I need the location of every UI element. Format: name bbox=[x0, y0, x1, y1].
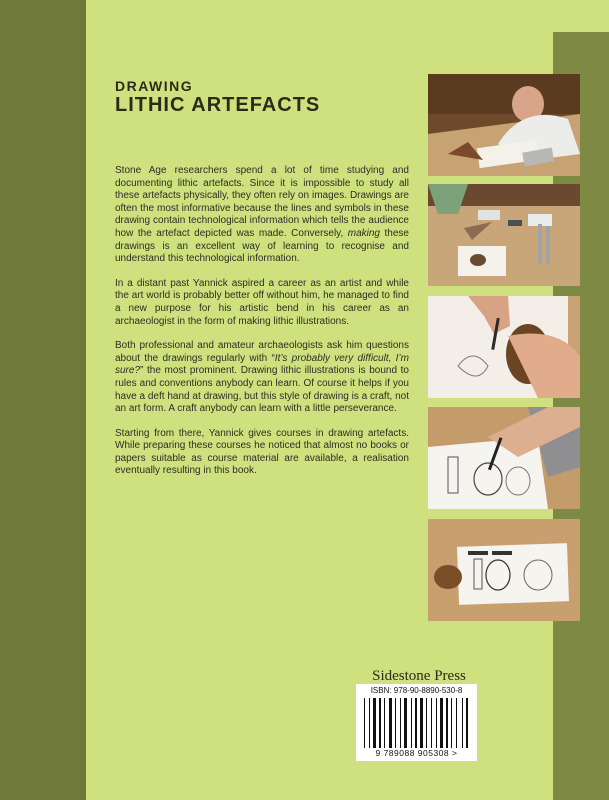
title-kicker: DRAWING bbox=[115, 78, 194, 94]
barcode-bar bbox=[466, 698, 468, 748]
barcode-bar bbox=[431, 698, 432, 748]
blurb-paragraph-1: Stone Age researchers spend a lot of time studying and documenting lithic artefacts. Since it is impossible to study all these artefacts physically, they often rely on images. Drawings are often the most informative because the lines and symbols in these drawing contain technological information which tells the audience how the artefact depicted was made. Conversely, making these drawings is an excellent way of learning to recognise and understand this technological information. bbox=[115, 165, 409, 265]
photo-hands-sketching bbox=[428, 296, 580, 398]
barcode-digits: 9 789088 905308 > bbox=[375, 748, 458, 758]
barcode-bar bbox=[384, 698, 385, 748]
isbn-barcode bbox=[356, 684, 477, 761]
barcode-bar bbox=[395, 698, 396, 748]
barcode-bar bbox=[389, 698, 392, 748]
blurb-paragraph-2: In a distant past Yannick aspired a career as an artist and while the art world is probably better off without him, he managed to find a new purpose for his artistic bend in his career as an archaeologist in the form of making lithic illustrations. bbox=[115, 277, 409, 327]
barcode-bar bbox=[426, 698, 427, 748]
barcode-bars bbox=[364, 698, 469, 748]
barcode-bar bbox=[456, 698, 457, 748]
isbn-text: ISBN: 978-90-8890-530-8 bbox=[370, 686, 463, 695]
barcode-bar bbox=[373, 698, 376, 748]
photo-drawing-tools bbox=[428, 184, 580, 286]
publisher-name: Sidestone Press bbox=[372, 668, 466, 684]
blurb-paragraph-4: Starting from there, Yannick gives courses in drawing artefacts. While preparing these courses he noticed that almost no books or papers suitable as course material are available, a realisation eventually resulting in this book. bbox=[115, 427, 409, 477]
barcode-bar bbox=[411, 698, 412, 748]
photo-finished-drawing bbox=[428, 519, 580, 621]
book-title: LITHIC ARTEFACTS bbox=[115, 94, 321, 116]
barcode-bar bbox=[440, 698, 443, 748]
barcode-bar bbox=[451, 698, 452, 748]
barcode-bar bbox=[420, 698, 423, 748]
barcode-bar bbox=[436, 698, 437, 748]
barcode-bar bbox=[415, 698, 417, 748]
barcode-bar bbox=[364, 698, 365, 748]
barcode-bar bbox=[404, 698, 407, 748]
barcode-bar bbox=[400, 698, 401, 748]
photo-illustration-sheet bbox=[428, 407, 580, 509]
barcode-bar bbox=[462, 698, 463, 748]
barcode-bar bbox=[379, 698, 381, 748]
photo-man-drawing bbox=[428, 74, 580, 176]
barcode-bar bbox=[446, 698, 448, 748]
blurb-paragraph-3: Both professional and amateur archaeologists ask him questions about the drawings regularly with “It’s probably very difficult, I’m sure?” the most prominent. Drawing lithic illustrations is bound to rules and conventions anybody can learn. Of course it helps if you have a deft hand at drawing, but this style of drawing is a craft, not an art form. A craft anybody can learn with a little perseverance. bbox=[115, 340, 409, 415]
spine-band bbox=[0, 0, 86, 800]
blurb-text bbox=[115, 165, 409, 490]
barcode-bar bbox=[369, 698, 370, 748]
